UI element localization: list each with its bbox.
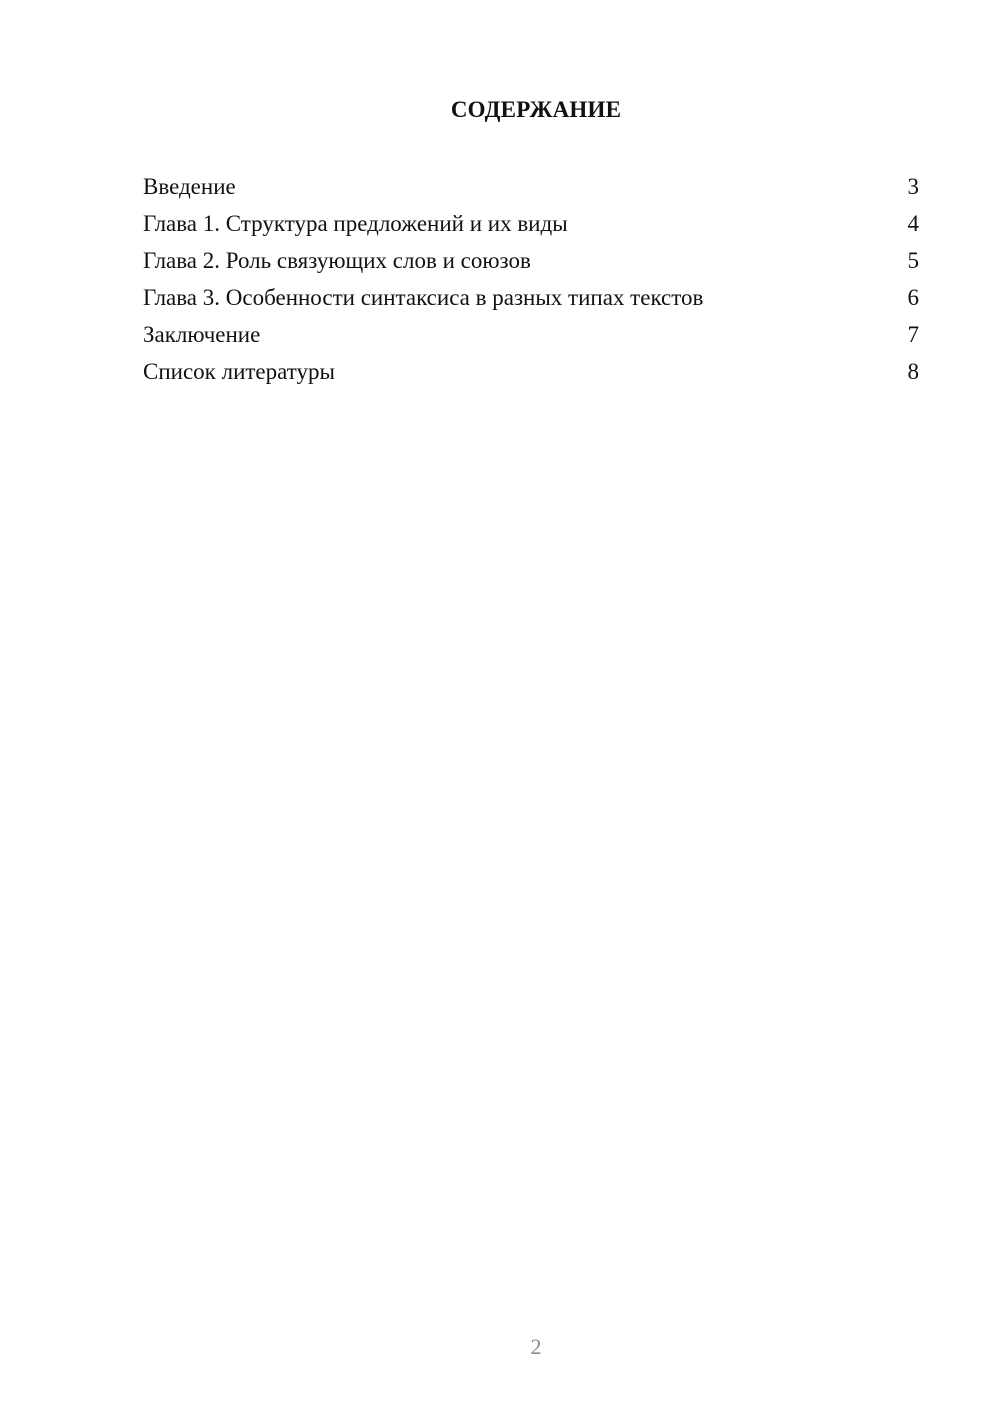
toc-item-chapter-1 — [143, 205, 919, 242]
toc-item-label: Глава 3. Особенности синтаксиса в разных типах текстов — [143, 285, 704, 310]
toc-item-page-number: 3 — [907, 174, 919, 199]
table-of-contents — [143, 168, 919, 390]
toc-item-page-number: 6 — [907, 285, 919, 310]
toc-item-conclusion — [143, 316, 919, 353]
toc-item-introduction — [143, 168, 919, 205]
toc-item-page-number: 8 — [907, 359, 919, 384]
toc-item-chapter-2 — [143, 242, 919, 279]
toc-item-label: Заключение — [143, 322, 261, 347]
toc-item-label: Введение — [143, 174, 236, 199]
page-number: 2 — [530, 1334, 542, 1359]
toc-item-bibliography — [143, 353, 919, 390]
toc-item-page-number: 4 — [907, 211, 919, 236]
page-title: СОДЕРЖАНИЕ — [450, 97, 622, 122]
toc-item-label: Глава 2. Роль связующих слов и союзов — [143, 248, 531, 273]
toc-item-chapter-3 — [143, 279, 919, 316]
toc-item-label: Список литературы — [143, 359, 335, 384]
toc-item-page-number: 5 — [907, 248, 919, 273]
toc-item-label: Глава 1. Структура предложений и их виды — [143, 211, 568, 236]
toc-item-page-number: 7 — [907, 322, 919, 347]
